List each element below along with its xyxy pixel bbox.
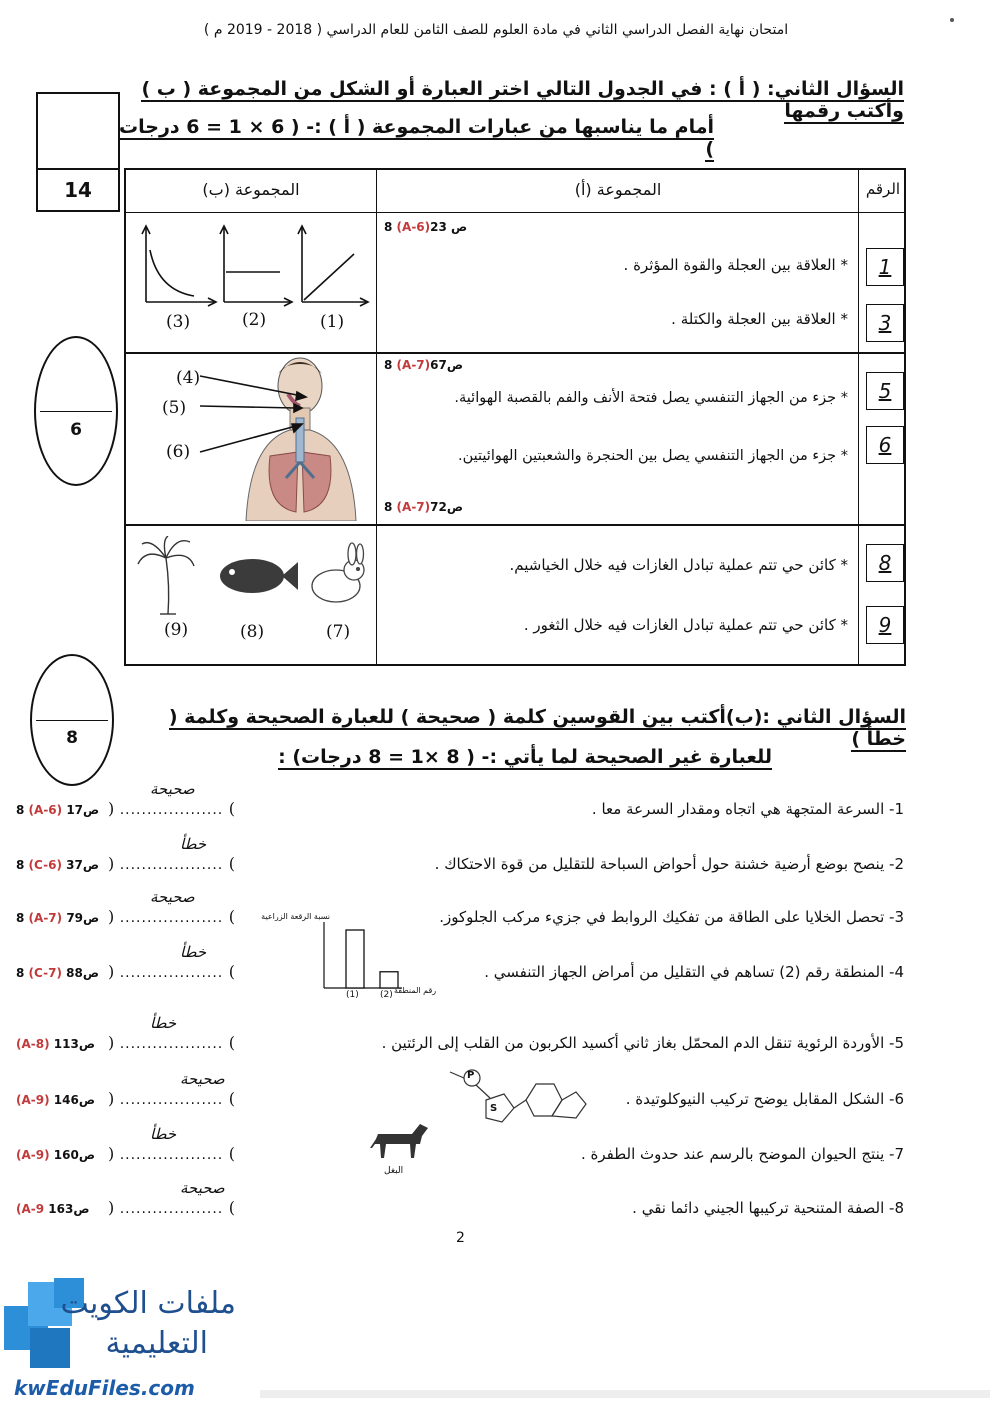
exam-header: امتحان نهاية الفصل الدراسي الثاني في مادة العلوم للصف الثامن للعام الدراسي ( 2018 - 2019 م ) [203,22,789,38]
row1-statement-2: * العلاقة بين العجلة والكتلة . [671,310,848,328]
tf-answer-blank[interactable]: ) ................... ( [108,1144,235,1163]
row1-statement-1: * العلاقة بين العجلة والقوة المؤثرة . [623,256,848,274]
chart-xlabel: رقم المنطقة [394,986,437,995]
watermark-line1: ملفات الكويت [60,1286,236,1321]
tf-reference: 8 (C-7) ص88 [16,966,99,980]
tf-reference: 8 (A-6) ص17 [16,803,100,817]
watermark-url: kwEduFiles.com [14,1376,195,1400]
chart-bar2-label: (2) [380,990,393,1000]
watermark-logo [0,1280,260,1402]
tf-answer-word[interactable]: صحيحة [150,888,195,906]
page-number: 2 [456,1230,465,1246]
score-oval-a [34,336,118,486]
score-oval-a-value: 6 [70,419,82,440]
tf-answer-word[interactable]: خطأ [150,1014,177,1032]
fish-icon [220,559,298,593]
choice-9-label: (9) [164,620,189,640]
bar-region-1 [346,930,364,988]
tf-answer-blank[interactable]: ) ................... ( [108,854,235,873]
tf-statement-text: 2- ينصح بوضع أرضية خشنة حول أحواض السباحة للتقليل من قوة الاحتكاك . [434,855,904,873]
tf-answer-word[interactable]: صحيحة [180,1070,225,1088]
sugar-label: S [490,1103,498,1114]
nucleotide-diagram [430,1064,590,1134]
row3-answer-2[interactable]: 9 [866,606,904,644]
farmland-bar-chart [290,918,440,1010]
tf-answer-blank[interactable]: ) ................... ( [108,962,235,981]
row2-statement-1: * جزء من الجهاز التنفسي يصل فتحة الأنف والفم بالقصبة الهوائية. [454,390,848,406]
watermark-line2: التعليمية [105,1326,208,1361]
tf-answer-word[interactable]: صحيحة [180,1179,225,1197]
tf-answer-word[interactable]: خطأ [150,1125,177,1143]
part-b-title-line2: للعبارة غير الصحيحة لما يأتي :- ( 8 ×1 = 8 درجات) : [278,746,772,768]
choice-3-label: (3) [166,312,191,332]
organisms-illustration [132,536,372,616]
tf-answer-word[interactable]: صحيحة [150,780,195,798]
mule-caption: البغل [384,1166,404,1176]
tf-answer-blank[interactable]: ) ................... ( [108,1033,235,1052]
tf-statement-text: 4- المنطقة رقم (2) تساهم في التقليل من أمراض الجهاز التنفسي . [484,963,904,981]
tf-statement-text: 7- ينتج الحيوان الموضح بالرسم عند حدوث الطفرة . [580,1145,904,1163]
tf-answer-blank[interactable]: ) ................... ( [108,799,235,818]
graphs-acceleration [134,220,370,310]
scan-dot [950,18,954,22]
palm-tree-icon [138,536,194,614]
choice-7-label: (7) [326,622,351,642]
score-oval-b [30,654,114,786]
mule-icon [368,1120,432,1160]
row2-reference-2: 8 (A-7)ص72 [384,500,463,514]
row1-answer-2[interactable]: 3 [866,304,904,342]
chart-bar1-label: (1) [346,990,359,1000]
tf-answer-blank[interactable]: ) ................... ( [108,907,235,926]
choice-5-label: (5) [162,398,187,418]
tf-reference: (A-9) ص160 [16,1148,95,1162]
choice-4-label: (4) [176,368,201,388]
tf-reference: (A-9) ص146 [16,1093,95,1107]
tf-reference: (A-9 ص163 [16,1202,90,1216]
choice-6-label: (6) [166,442,191,462]
tf-answer-word[interactable]: خطأ [180,943,207,961]
tf-answer-blank[interactable]: ) ................... ( [108,1089,235,1108]
tf-statement-text: 1- السرعة المتجهة هي اتجاه ومقدار السرعة معا . [591,800,904,818]
matching-table [124,168,906,666]
phosphate-label: P [467,1070,475,1081]
tf-answer-blank[interactable]: ) ................... ( [108,1198,235,1217]
score-oval-b-value: 8 [66,727,78,748]
header-group-a: المجموعة (أ) [574,180,662,199]
row2-statement-2: * جزء من الجهاز التنفسي يصل بين الحنجرة والشعبتين الهوائيتين. [458,448,848,464]
tf-statement-text: 3- تحصل الخلايا على الطاقة من تفكيك الروابط في جزيء مركب الجلوكوز. [439,908,904,926]
row1-reference: 8 (A-6)ص 23 [384,220,468,234]
rabbit-icon [312,543,364,602]
part-b-title-line1: السؤال الثاني :(ب)أكتب بين القوسين كلمة ( صحيحة ) للعبارة الصحيحة وكلمة ( خطأ ) [168,706,906,750]
chart-ylabel: نسبة الرقعة الزراعية [261,912,330,921]
tf-answer-word[interactable]: خطأ [180,835,207,853]
row3-statement-2: * كائن حي تتم عملية تبادل الغازات فيه خلال الثغور . [523,616,848,634]
row2-answer-2[interactable]: 6 [866,426,904,464]
scan-edge-shadow [260,1390,990,1398]
choice-8-label: (8) [240,622,265,642]
tf-statement-text: 8- الصفة المتنحية تركيبها الجيني دائما نقي . [632,1199,904,1217]
part-a-title-line2: أمام ما يناسبها من عبارات المجموعة ( أ ) :- ( 6 × 1 = 6 درجات ) [119,116,714,160]
tf-reference: 8 (C-6) ص37 [16,858,99,872]
header-number: الرقم [865,180,901,198]
row2-answer-1[interactable]: 5 [866,372,904,410]
tf-statement-text: 6- الشكل المقابل يوضح تركيب النيوكلوتيدة . [625,1090,904,1108]
tf-statement-text: 5- الأوردة الرئوية تنقل الدم المحمّل بغاز ثاني أكسيد الكربون من القلب إلى الرئتين . [381,1034,904,1052]
score-box-value: 14 [64,178,92,202]
tf-reference: 8 (A-7) ص79 [16,911,100,925]
score-box [36,92,120,212]
tf-reference: (A-8) ص113 [16,1037,95,1051]
row2-reference: 8 (A-7)ص67 [384,358,463,372]
row3-statement-1: * كائن حي تتم عملية تبادل الغازات فيه خلال الخياشيم. [509,556,848,574]
choice-2-label: (2) [242,310,267,330]
row3-answer-1[interactable]: 8 [866,544,904,582]
row1-answer-1[interactable]: 1 [866,248,904,286]
part-a-title-line1: السؤال الثاني: ( أ ) : في الجدول التالي اختر العبارة أو الشكل من المجموعة ( ب ) وأكتب رقمها [141,78,904,122]
choice-1-label: (1) [320,312,345,332]
header-group-b: المجموعة (ب) [202,180,300,199]
